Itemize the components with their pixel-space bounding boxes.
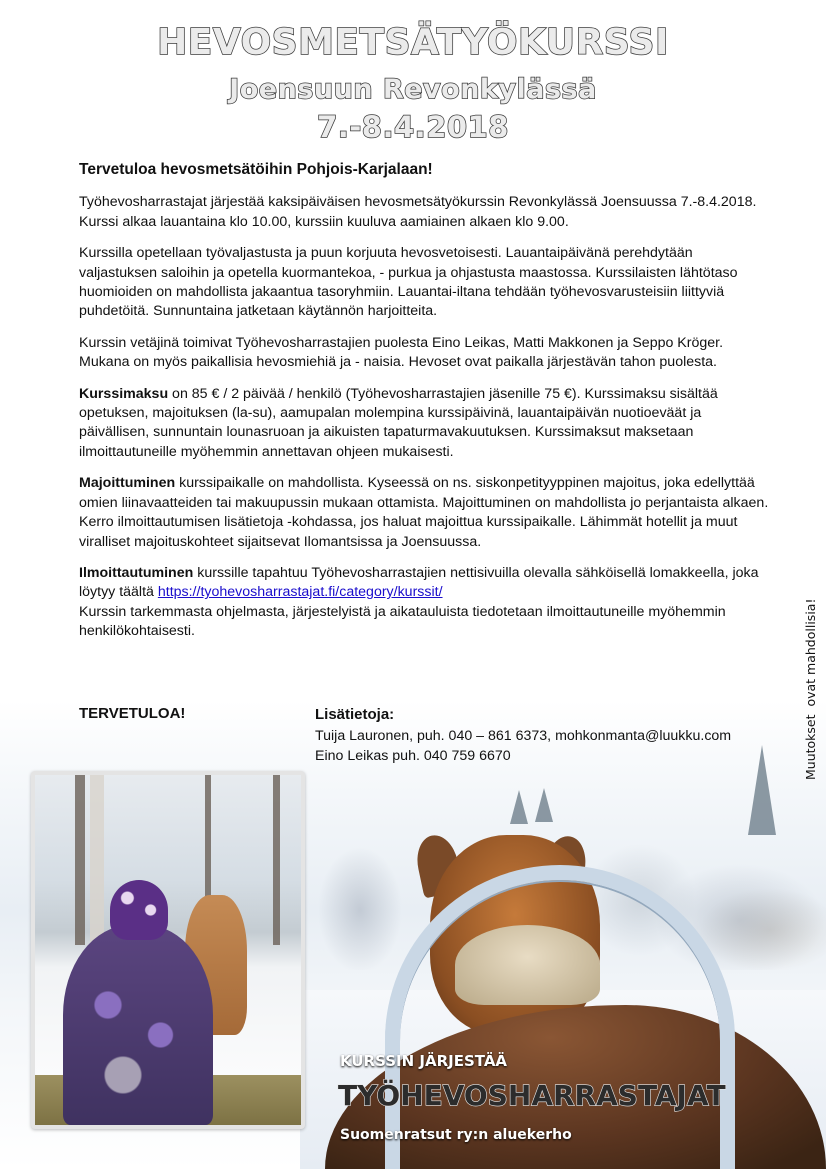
contact-line: Eino Leikas puh. 040 759 6670	[315, 747, 511, 764]
program-paragraph: Kurssilla opetellaan työvaljastusta ja puun korjuuta hevosvetoisesti. Lauantaipäivänä perehdytään valjastuksen saloihin ja opetella kuormantekoa, - purkua ja ohjastusta maastossa. Kurssilaisten lähtötaso huomioiden on mahdollista jakaantua tasoryhmiin. Lauantai-iltana tehdään työhevosvarusteisiin liittyviä puhdetöitä. Sunnuntaina jatketaan käytännön harjoitteita.	[79, 245, 738, 320]
organizer-subtitle: Suomenratsut ry:n aluekerho	[340, 1127, 572, 1143]
instructors-paragraph: Kurssin vetäjinä toimivat Työhevosharrastajien puolesta Eino Leikas, Matti Makkonen ja Seppo Kröger. Mukana on myös paikallisia hevosmiehiä ja - naisia. Hevoset ovat paikalla järjestävän tahon puolesta.	[79, 334, 724, 371]
registration-label: Ilmoittautuminen	[79, 564, 194, 581]
tree	[535, 788, 553, 822]
lodging-text: kurssipaikalle on mahdollista. Kyseessä on ns. siskonpetityyppinen majoitus, joka edellyttää omien liinavaatteiden tai makuupussin mukaan ottamista. Majoittuminen on mahdollista jo perjantaista alkaen. Kerro ilmoittautumisen lisätietoja -kohdassa, jos haluat majoittua kurssipaikalle. Lähimmät hotellit ja muut viralliset majoituskohteet sijaitsevat Ilomantsissa ja Joensuussa.	[79, 475, 769, 550]
contact-line: Tuija Lauronen, puh. 040 – 861 6373, mohkonmanta@luukku.com	[315, 728, 732, 745]
welcome-text: TERVETULOA!	[79, 705, 186, 722]
fee-text: on 85 € / 2 päivää / henkilö (Työhevosharrastajien jäsenille 75 €). Kurssimaksu sisältää opetuksen, majoituksen (la-su), aamupalan molempina kurssipäivinä, lauantaipäivän nuotioeväät ja päivällisen, sunnuntain lounasruoan ja aikuisten tapaturmavakuutuksen. Kurssimaksut maksetaan ilmoittautuneille myöhemmin annettavan ohjeen mukaisesti.	[79, 385, 718, 460]
person	[63, 925, 213, 1125]
changes-note: Muutokset ovat mahdollisia!	[803, 598, 818, 780]
organizer-label: KURSSIN JÄRJESTÄÄ	[340, 1052, 508, 1070]
contact-info	[315, 705, 775, 766]
fee-label: Kurssimaksu	[79, 385, 169, 402]
registration-text: kurssille tapahtuu Työhevosharrastajien nettisivuilla olevalla sähköisellä lomakkeella, joka löytyy täältä	[79, 564, 759, 601]
main-content	[79, 160, 769, 654]
hat	[110, 880, 168, 940]
lodging-label: Majoittuminen	[79, 475, 176, 492]
info-heading: Lisätietoja:	[315, 706, 395, 723]
dates-subtitle: 7.-8.4.2018	[317, 110, 509, 144]
inset-photo-person-with-horse	[35, 775, 301, 1125]
registration-paragraph	[79, 564, 769, 642]
intro-paragraph: Työhevosharrastajat järjestää kaksipäiväisen hevosmetsätyökurssin Revonkylässä Joensuussa 7.-8.4.2018. Kurssi alkaa lauantaina klo 10.00, kurssiin kuuluva aamiainen alkaen klo 9.00.	[79, 194, 757, 230]
tree	[510, 790, 528, 824]
tree-trunk	[273, 775, 280, 945]
lead-heading: Tervetuloa hevosmetsätöihin Pohjois-Karjalaan!	[79, 161, 433, 178]
location-subtitle: Joensuun Revonkylässä	[229, 74, 597, 105]
organizer-logo: TYÖHEVOSHARRASTAJAT	[338, 1079, 726, 1112]
registration-link[interactable]: https://tyohevosharrastajat.fi/category/kurssit/	[157, 584, 443, 601]
lodging-paragraph	[79, 474, 769, 552]
tree-trunk	[75, 775, 85, 945]
fee-paragraph	[79, 385, 769, 463]
inset-photo-frame	[31, 771, 305, 1129]
tree-trunk	[90, 775, 104, 945]
registration-followup: Kurssin tarkemmasta ohjelmasta, järjestelyistä ja aikatauluista tiedotetaan ilmoittautuneille myöhemmin henkilökohtaisesti.	[79, 603, 726, 640]
page-title: HEVOSMETSÄTYÖKURSSI	[157, 22, 669, 63]
